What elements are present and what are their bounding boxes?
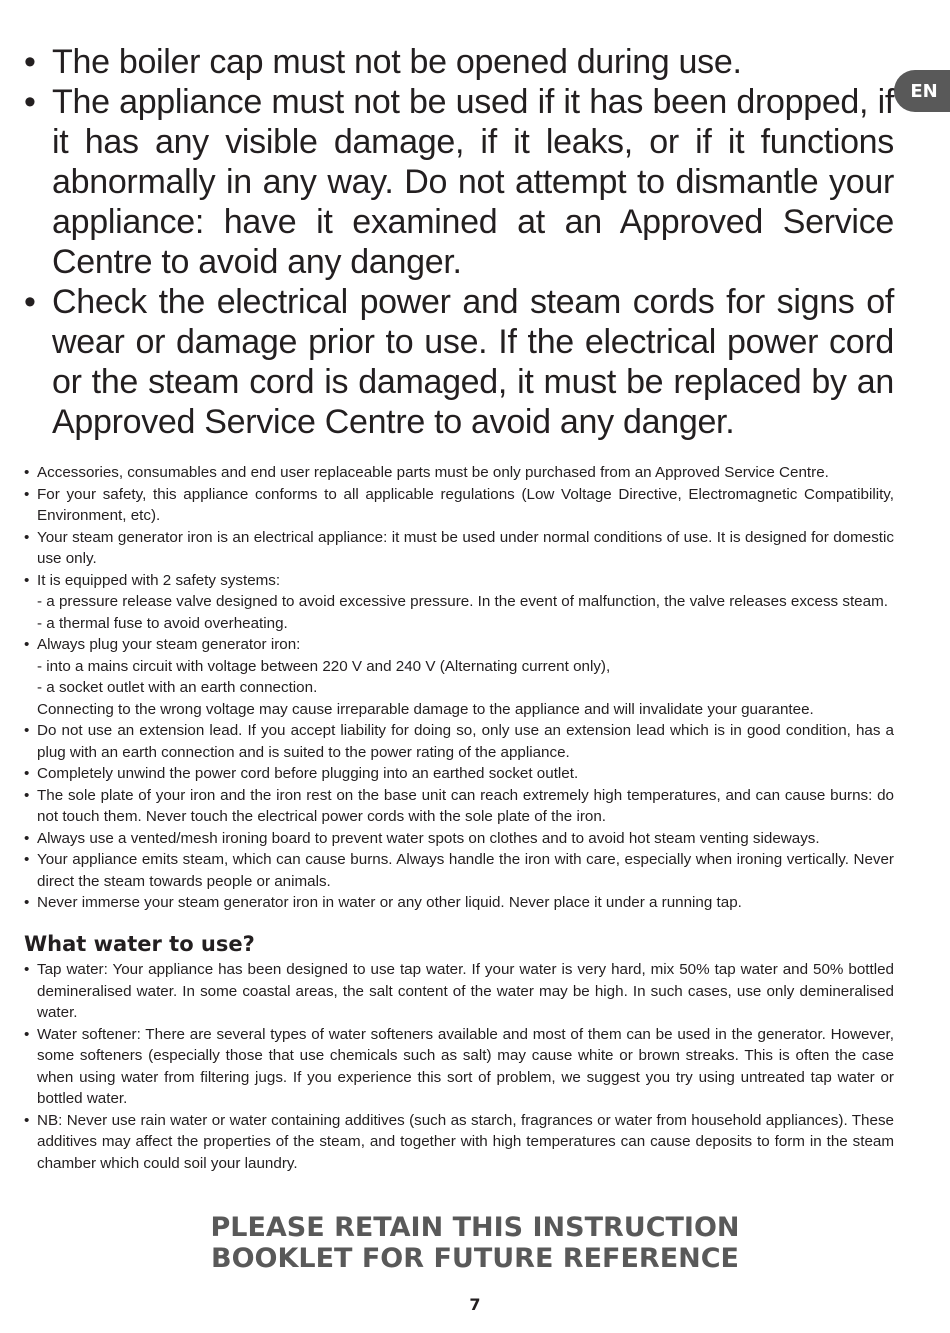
retain-notice-line: PLEASE RETAIN THIS INSTRUCTION — [210, 1212, 740, 1243]
large-warnings-list — [24, 42, 894, 442]
list-item — [24, 570, 894, 635]
instruction-text: The sole plate of your iron and the iron rest on the base unit can reach extremely high temperatures, and can cause burns: do not touch them. Never touch the electrical power cords with the sole plate of the iron. — [37, 786, 894, 825]
instruction-text: It is equipped with 2 safety systems: — [37, 571, 281, 589]
list-item — [24, 42, 894, 82]
instruction-text: Water softener: There are several types of water softeners available and most of them can be used in the generator. However, some softeners (especially those that use chemicals such as salt) may cause white or brown streaks. This is often the case when using water from filtering jugs. If you experience this sort of problem, we suggest you try using untreated tap water or bottled water. — [37, 1025, 894, 1107]
bullet-icon: • — [24, 571, 30, 589]
bullet-icon: • — [24, 636, 30, 653]
bullet-icon: • — [24, 1111, 30, 1129]
bullet-icon: • — [24, 786, 30, 804]
instruction-text: Tap water: Your appliance has been designed to use tap water. If your water is very hard, mix 50% tap water and 50% bottled demineralised water. In some coastal areas, the salt content of the water may be high. In such cases, use only demineralised water. — [37, 961, 894, 1021]
list-item — [24, 892, 894, 914]
water-section-heading: What water to use? — [24, 932, 255, 956]
list-item — [24, 462, 894, 484]
instruction-text: NB: Never use rain water or water containing additives (such as starch, fragrances or water from household appliances). These additives may affect the properties of the steam, and together with high temperatures can cause deposits to form in the steam chamber which could soil your laundry. — [37, 1111, 894, 1172]
bullet-icon: • — [24, 851, 30, 868]
list-item — [24, 282, 894, 442]
instruction-text: Your appliance emits steam, which can cause burns. Always handle the iron with care, especially when ironing vertically. Never direct the steam towards people or animals. — [37, 851, 894, 890]
instruction-text: Always use a vented/mesh ironing board to prevent water spots on clothes and to avoid hot steam venting sideways. — [37, 829, 820, 847]
water-instructions-list — [24, 959, 894, 1174]
instruction-text: Never immerse your steam generator iron in water or any other liquid. Never place it under a running tap. — [37, 894, 742, 911]
bullet-icon: • — [24, 43, 36, 81]
instruction-text: For your safety, this appliance conforms to all applicable regulations (Low Voltage Directive, Electromagnetic Compatibility, Environment, etc). — [37, 485, 894, 524]
warning-text: The boiler cap must not be opened during use. — [52, 43, 742, 81]
bullet-icon: • — [24, 765, 30, 782]
list-item — [24, 849, 894, 892]
bullet-icon: • — [24, 894, 30, 911]
language-tab: EN — [894, 70, 950, 112]
list-item — [24, 1024, 894, 1110]
sub-item: - a thermal fuse to avoid overheating. — [37, 614, 288, 632]
instruction-text: Accessories, consumables and end user replaceable parts must be only purchased from an Approved Service Centre. — [37, 464, 829, 481]
instruction-text: Completely unwind the power cord before plugging into an earthed socket outlet. — [37, 765, 579, 782]
list-item — [24, 959, 894, 1024]
warning-text: The appliance must not be used if it has been dropped, if it has any visible damage, if it leaks, or if it functions abnormally in any way. Do not attempt to dismantle your appliance: have it examined at an Approved Service Centre to avoid any danger. — [52, 83, 894, 281]
bullet-icon: • — [24, 83, 36, 121]
page-number: 7 — [469, 1295, 481, 1314]
list-item — [24, 763, 894, 785]
bullet-icon: • — [24, 283, 36, 321]
sub-item: Connecting to the wrong voltage may cause irreparable damage to the appliance and will invalidate your guarantee. — [37, 700, 814, 718]
warning-text: Check the electrical power and steam cords for signs of wear or damage prior to use. If the electrical power cord or the steam cord is damaged, it must be replaced by an Approved Service Centre to avoid any danger. — [52, 283, 894, 441]
safety-instructions-list — [24, 462, 894, 914]
bullet-icon: • — [24, 528, 30, 546]
list-item — [24, 484, 894, 527]
instruction-text: Do not use an extension lead. If you accept liability for doing so, only use an extension lead which is in good condition, has a plug with an earth connection and is suited to the power rating of the appliance. — [37, 722, 894, 761]
sub-item: - into a mains circuit with voltage between 220 V and 240 V (Alternating current only), — [37, 657, 611, 675]
retain-notice-line: BOOKLET FOR FUTURE REFERENCE — [210, 1243, 740, 1274]
instruction-text: Always plug your steam generator iron: — [37, 636, 301, 653]
retain-booklet-notice — [0, 1212, 950, 1274]
bullet-icon: • — [24, 722, 30, 739]
list-item — [24, 82, 894, 282]
sub-item: - a socket outlet with an earth connection. — [37, 679, 318, 696]
list-item — [24, 720, 894, 763]
bullet-icon: • — [24, 961, 30, 978]
list-item — [24, 1110, 894, 1175]
list-item — [24, 828, 894, 850]
bullet-icon: • — [24, 485, 30, 503]
sub-item: - a pressure release valve designed to avoid excessive pressure. In the event of malfunction, the valve releases excess steam. — [37, 593, 888, 610]
instruction-text: Your steam generator iron is an electrical appliance: it must be used under normal conditions of use. It is designed for domestic use only. — [37, 528, 894, 567]
bullet-icon: • — [24, 829, 30, 847]
bullet-icon: • — [24, 464, 30, 481]
bullet-icon: • — [24, 1025, 30, 1043]
list-item — [24, 527, 894, 570]
list-item — [24, 634, 894, 720]
list-item — [24, 785, 894, 828]
